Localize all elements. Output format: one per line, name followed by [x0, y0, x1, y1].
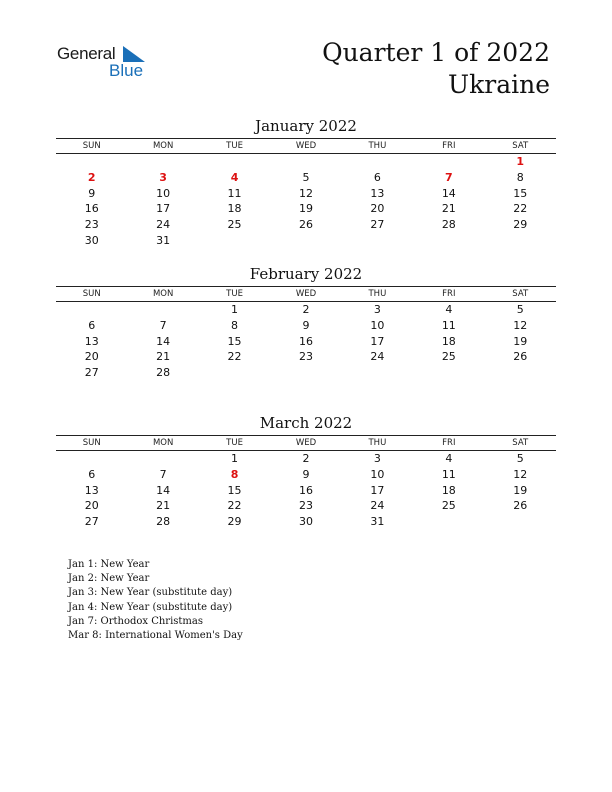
holiday-list [68, 558, 243, 643]
weekday-label: FRI [442, 141, 456, 151]
day-cell: 26 [513, 350, 528, 364]
day-cell: 19 [513, 334, 528, 348]
day-cell: 15 [513, 186, 528, 200]
day-cell: 27 [84, 366, 99, 380]
day-cell: 5 [516, 452, 524, 465]
day-cell: 12 [513, 318, 528, 332]
day-cell: 10 [156, 186, 171, 200]
empty-day-cell [199, 365, 270, 381]
holiday-day-cell: 4 [230, 170, 239, 184]
day-cell: 2 [302, 452, 310, 465]
day-cell: 23 [84, 218, 99, 232]
day-cell: 29 [227, 515, 242, 529]
weekday-header [56, 139, 556, 154]
empty-day-cell [56, 154, 127, 170]
holiday-item: Jan 4: New Year (substitute day) [68, 601, 233, 613]
logo-triangle-icon [123, 46, 145, 62]
week-row [56, 233, 556, 249]
empty-day-cell [270, 233, 341, 249]
week-row [56, 170, 556, 186]
weekday-label: MON [152, 438, 174, 448]
day-cell: 30 [298, 515, 313, 529]
day-cell: 8 [231, 318, 239, 332]
day-cell: 6 [88, 467, 96, 481]
weekday-label: FRI [442, 289, 456, 299]
day-cell: 9 [88, 186, 96, 200]
day-cell: 27 [370, 218, 385, 232]
holiday-day-cell: 2 [87, 170, 96, 184]
day-cell: 4 [445, 303, 453, 316]
day-cell: 25 [227, 218, 242, 232]
empty-day-cell [127, 154, 198, 170]
empty-day-cell [199, 154, 270, 170]
week-row [56, 318, 556, 334]
day-cell: 22 [227, 350, 242, 364]
day-cell: 18 [441, 334, 456, 348]
day-cell: 18 [227, 202, 242, 216]
empty-day-cell [485, 365, 556, 381]
weekday-label: SUN [82, 141, 101, 151]
day-cell: 17 [370, 483, 385, 497]
week-row [56, 334, 556, 350]
day-cell: 12 [298, 186, 313, 200]
day-cell: 24 [370, 499, 385, 513]
day-cell: 19 [298, 202, 313, 216]
day-cell: 11 [441, 467, 456, 481]
day-cell: 18 [441, 483, 456, 497]
day-cell: 12 [513, 467, 528, 481]
weekday-label: WED [295, 289, 317, 299]
month-grid [56, 154, 556, 249]
day-cell: 26 [513, 499, 528, 513]
day-cell: 6 [88, 318, 96, 332]
day-cell: 23 [298, 350, 313, 364]
week-row [56, 154, 556, 170]
weekday-label: MON [152, 289, 174, 299]
day-cell: 29 [513, 218, 528, 232]
day-cell: 28 [156, 515, 171, 529]
holiday-day-cell: 7 [444, 170, 453, 184]
day-cell: 11 [227, 186, 242, 200]
day-cell: 31 [156, 233, 171, 247]
weekday-label: SAT [512, 438, 529, 448]
week-row [56, 498, 556, 514]
day-cell: 16 [298, 334, 313, 348]
day-cell: 6 [373, 170, 381, 184]
empty-day-cell [127, 302, 198, 318]
month-february [56, 264, 556, 381]
day-cell: 3 [373, 303, 381, 316]
weekday-label: SAT [512, 141, 529, 151]
page-title [322, 37, 550, 101]
day-cell: 9 [302, 467, 310, 481]
day-cell: 19 [513, 483, 528, 497]
weekday-label: SUN [82, 289, 101, 299]
day-cell: 31 [370, 515, 385, 529]
weekday-label: FRI [442, 438, 456, 448]
day-cell: 20 [370, 202, 385, 216]
empty-day-cell [270, 365, 341, 381]
day-cell: 10 [370, 467, 385, 481]
weekday-label: MON [152, 141, 174, 151]
day-cell: 15 [227, 483, 242, 497]
day-cell: 22 [227, 499, 242, 513]
day-cell: 30 [84, 233, 99, 247]
holiday-item: Jan 1: New Year [68, 559, 150, 570]
day-cell: 14 [156, 334, 171, 348]
day-cell: 22 [513, 202, 528, 216]
day-cell: 5 [302, 170, 310, 184]
empty-day-cell [342, 154, 413, 170]
day-cell: 25 [441, 350, 456, 364]
weekday-label: THU [368, 438, 387, 448]
day-cell: 10 [370, 318, 385, 332]
empty-day-cell [413, 233, 484, 249]
day-cell: 16 [84, 202, 99, 216]
holiday-day-cell: 8 [230, 467, 239, 481]
weekday-label: TUE [226, 141, 243, 151]
logo-blue-text: Blue [109, 61, 144, 80]
title-quarter: Quarter 1 of 2022 [322, 38, 550, 67]
day-cell: 13 [84, 334, 99, 348]
day-cell: 11 [441, 318, 456, 332]
day-cell: 14 [441, 186, 456, 200]
day-cell: 7 [159, 467, 167, 481]
month-grid [56, 302, 556, 381]
day-cell: 17 [370, 334, 385, 348]
day-cell: 1 [231, 452, 239, 465]
weekday-label: THU [368, 141, 387, 151]
weekday-label: SAT [512, 289, 529, 299]
day-cell: 3 [373, 452, 381, 465]
empty-day-cell [199, 233, 270, 249]
day-cell: 24 [370, 350, 385, 364]
empty-day-cell [270, 154, 341, 170]
day-cell: 1 [231, 303, 239, 316]
week-row [56, 201, 556, 217]
day-cell: 21 [441, 202, 456, 216]
day-cell: 16 [298, 483, 313, 497]
holiday-day-cell: 3 [159, 170, 167, 184]
empty-day-cell [342, 233, 413, 249]
day-cell: 2 [302, 303, 310, 316]
weekday-label: TUE [226, 438, 243, 448]
empty-day-cell [413, 154, 484, 170]
empty-day-cell [56, 302, 127, 318]
month-march [56, 413, 556, 530]
holiday-day-cell: 1 [516, 155, 525, 168]
day-cell: 23 [298, 499, 313, 513]
weekday-label: SUN [82, 438, 101, 448]
day-cell: 27 [84, 515, 99, 529]
holiday-item: Jan 2: New Year [68, 573, 150, 585]
day-cell: 20 [84, 350, 99, 364]
week-row [56, 302, 556, 318]
week-row [56, 349, 556, 365]
weekday-header [56, 436, 556, 451]
day-cell: 25 [441, 499, 456, 513]
day-cell: 9 [302, 318, 310, 332]
day-cell: 7 [159, 318, 167, 332]
logo-general-text: General [57, 44, 116, 63]
holiday-item: Mar 8: International Women's Day [68, 630, 243, 642]
week-row [56, 186, 556, 202]
week-row [56, 217, 556, 233]
week-row [56, 467, 556, 483]
weekday-label: THU [368, 289, 387, 299]
holiday-item: Jan 3: New Year (substitute day) [68, 587, 233, 599]
empty-day-cell [127, 451, 198, 467]
day-cell: 26 [298, 218, 313, 232]
week-row [56, 451, 556, 467]
empty-day-cell [485, 514, 556, 530]
day-cell: 15 [227, 334, 242, 348]
day-cell: 13 [84, 483, 99, 497]
week-row [56, 365, 556, 381]
day-cell: 8 [516, 170, 524, 184]
day-cell: 21 [156, 499, 171, 513]
day-cell: 24 [156, 218, 171, 232]
empty-day-cell [413, 365, 484, 381]
weekday-label: WED [295, 141, 317, 151]
weekday-label: WED [295, 438, 317, 448]
holiday-item: Jan 7: Orthodox Christmas [68, 615, 203, 627]
day-cell: 5 [516, 303, 524, 316]
weekday-label: TUE [226, 289, 243, 299]
day-cell: 20 [84, 499, 99, 513]
empty-day-cell [56, 451, 127, 467]
weekday-header [56, 287, 556, 302]
day-cell: 21 [156, 350, 171, 364]
month-grid [56, 451, 556, 530]
day-cell: 13 [370, 186, 385, 200]
day-cell: 28 [156, 366, 171, 380]
title-country: Ukraine [448, 70, 550, 99]
week-row [56, 483, 556, 499]
day-cell: 28 [441, 218, 456, 232]
generalblue-logo [57, 44, 157, 84]
empty-day-cell [413, 514, 484, 530]
empty-day-cell [342, 365, 413, 381]
month-title: January 2022 [255, 117, 357, 135]
day-cell: 4 [445, 452, 453, 465]
month-title: March 2022 [259, 414, 353, 432]
month-title: February 2022 [249, 265, 363, 283]
day-cell: 17 [156, 202, 171, 216]
empty-day-cell [485, 233, 556, 249]
day-cell: 14 [156, 483, 171, 497]
week-row [56, 514, 556, 530]
month-january [56, 116, 556, 249]
